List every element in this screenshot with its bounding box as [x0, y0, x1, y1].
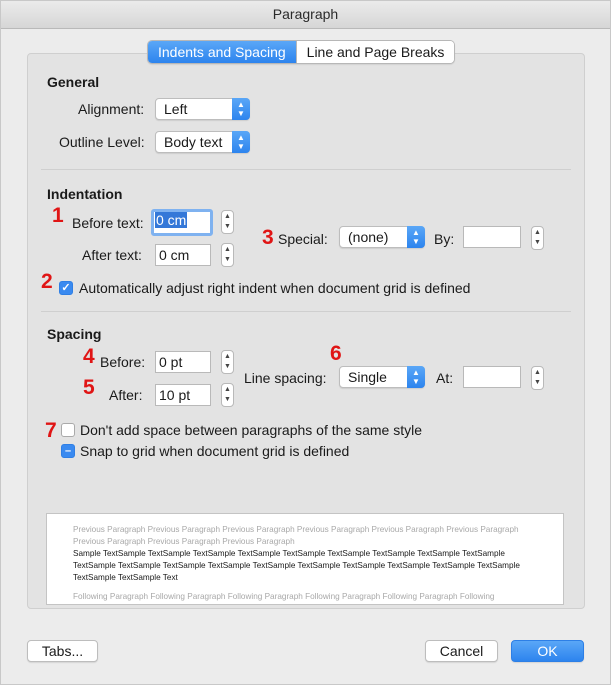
section-divider [41, 311, 571, 312]
before-text-value: 0 cm [156, 212, 187, 228]
by-stepper[interactable]: ▲ ▼ [531, 226, 544, 250]
auto-adjust-label: Automatically adjust right indent when document grid is defined [79, 280, 471, 296]
spacing-heading: Spacing [47, 326, 102, 342]
before-text-label: Before text: [72, 215, 144, 231]
spacing-before-stepper[interactable]: ▲ ▼ [221, 350, 234, 374]
by-field[interactable] [463, 226, 521, 248]
general-heading: General [47, 74, 100, 90]
snap-to-grid-label: Snap to grid when document grid is defined [80, 443, 350, 459]
after-text-label: After text: [82, 247, 142, 263]
spacing-before-label: Before: [100, 354, 146, 370]
alignment-value: Left [164, 101, 188, 117]
snap-to-grid-checkbox[interactable]: – [61, 444, 75, 458]
special-label: Special: [278, 231, 328, 247]
spacing-after-stepper[interactable]: ▲ ▼ [221, 383, 234, 407]
dont-add-space-label: Don't add space between paragraphs of the same style [80, 422, 422, 438]
alignment-label: Alignment: [78, 101, 145, 117]
outline-level-label: Outline Level: [59, 134, 145, 150]
preview-previous-paragraph: Previous Paragraph Previous Paragraph Previous Paragraph Previous Paragraph Previous Paragraph Previous Paragraph Previous Paragraph Previous Paragraph Previous Paragraph [73, 525, 519, 546]
annotation-marker-7: 7 [45, 419, 57, 442]
line-spacing-label: Line spacing: [244, 370, 327, 386]
preview-following-paragraph: Following Paragraph Following Paragraph Following Paragraph Following Paragraph Following Paragraph Following [73, 592, 495, 601]
annotation-marker-4: 4 [83, 345, 95, 368]
before-text-field[interactable] [151, 209, 213, 236]
paragraph-preview [46, 513, 564, 605]
chevron-updown-icon: ▲ ▼ [407, 226, 425, 248]
after-text-value: 0 cm [159, 247, 190, 263]
auto-adjust-checkbox[interactable]: ✓ [59, 281, 73, 295]
annotation-marker-3: 3 [262, 226, 274, 249]
dont-add-space-checkbox[interactable] [61, 423, 75, 437]
annotation-marker-5: 5 [83, 376, 95, 399]
spacing-after-value: 10 pt [159, 387, 191, 403]
window-title: Paragraph [1, 1, 610, 29]
outline-level-value: Body text [164, 134, 223, 150]
line-spacing-value: Single [348, 369, 387, 385]
spacing-before-field[interactable] [155, 351, 211, 373]
tabs-button[interactable]: Tabs... [27, 640, 98, 662]
cancel-button[interactable]: Cancel [425, 640, 498, 662]
alignment-popup[interactable] [155, 98, 250, 120]
tab-line-and-page-breaks[interactable]: Line and Page Breaks [296, 41, 455, 63]
at-label: At: [436, 370, 454, 386]
annotation-marker-6: 6 [330, 342, 342, 365]
outline-level-popup[interactable] [155, 131, 250, 153]
indentation-heading: Indentation [47, 186, 123, 202]
special-popup[interactable] [339, 226, 425, 248]
line-spacing-popup[interactable] [339, 366, 425, 388]
ok-button[interactable]: OK [511, 640, 584, 662]
spacing-after-field[interactable] [155, 384, 211, 406]
at-field[interactable] [463, 366, 521, 388]
at-stepper[interactable]: ▲ ▼ [531, 366, 544, 390]
chevron-updown-icon: ▲ ▼ [232, 98, 250, 120]
spacing-before-value: 0 pt [159, 354, 183, 370]
before-text-stepper[interactable]: ▲ ▼ [221, 210, 234, 234]
annotation-marker-1: 1 [52, 204, 64, 227]
spacing-after-label: After: [109, 387, 143, 403]
section-divider [41, 169, 571, 170]
after-text-stepper[interactable]: ▲ ▼ [221, 243, 234, 267]
chevron-updown-icon: ▲ ▼ [407, 366, 425, 388]
annotation-marker-2: 2 [41, 270, 53, 293]
special-value: (none) [348, 229, 389, 245]
tab-indents-and-spacing[interactable]: Indents and Spacing [148, 41, 296, 63]
tab-bar [147, 40, 455, 64]
by-label: By: [434, 231, 455, 247]
chevron-updown-icon: ▲ ▼ [232, 131, 250, 153]
preview-sample-text: Sample TextSample TextSample TextSample TextSample TextSample TextSample TextSample TextSample TextSample TextSample TextSample TextSample TextSample TextSample TextSample TextSample TextSample TextSample TextSample TextSample TextSample Text [73, 549, 520, 582]
after-text-field[interactable] [155, 244, 211, 266]
